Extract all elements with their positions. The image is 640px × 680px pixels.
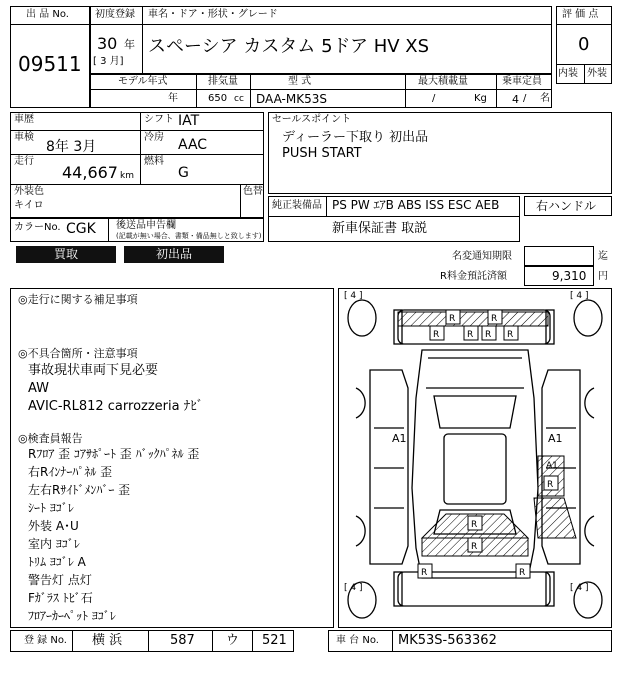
displacement-unit: cc <box>234 94 244 104</box>
tire-label: [ 4 ] <box>344 291 363 301</box>
defect-line: AVIC-RL812 carrozzeria ﾅﾋﾞ <box>28 399 204 414</box>
registration-number: 521 <box>262 633 287 648</box>
damage-mark: R <box>467 330 474 340</box>
damage-mark: A1 <box>392 432 407 445</box>
sales-point-label: セールスポイント <box>272 114 352 125</box>
year-unit: 年 <box>124 38 135 51</box>
inspector-line: Fｶﾞﾗｽ ﾄﾋﾞ石 <box>28 591 93 605</box>
recycle-label: R料金預託済額 <box>440 271 507 282</box>
max-load-label: 最大積載量 <box>418 76 468 87</box>
displacement-value: 650 <box>208 93 228 104</box>
recycle-value: 9,310 <box>552 269 587 283</box>
info-box <box>10 112 264 218</box>
damage-mark: R <box>471 520 478 530</box>
model-title-label: 車名・ドア・形状・グレード <box>148 9 278 20</box>
fuel-value: G <box>178 165 189 181</box>
equipment-value: PS PW ｴｱB ABS ISS ESC AEB <box>332 198 500 212</box>
capacity-value: 4 <box>512 93 519 106</box>
registration-class: 587 <box>170 633 195 648</box>
lot-label: 出 品 No. <box>26 9 69 20</box>
displacement-label: 排気量 <box>208 76 238 87</box>
inspector-line: ｼｰﾄ ﾖｺﾞﾚ <box>28 501 74 515</box>
damage-mark: R <box>433 330 440 340</box>
damage-mark: R <box>547 480 554 490</box>
type-value: DAA-MK53S <box>256 92 327 106</box>
notice-label: 名変通知期限 <box>452 251 512 262</box>
capacity-label: 乗車定員 <box>502 76 542 87</box>
model-year-label: モデル年式 <box>118 76 168 87</box>
inspector-line: 右Rｲﾝﾅｰﾊﾟﾈﾙ 歪 <box>28 465 113 479</box>
inspection-value: 8年 3月 <box>46 139 97 155</box>
notice-unit: 迄 <box>598 251 608 262</box>
sales-point-line1: ディーラー下取り 初出品 <box>282 130 429 145</box>
inspector-line: ﾌﾛｱｰｶｰﾍﾟｯﾄ ﾖｺﾞﾚ <box>28 609 116 623</box>
chassis-label: 車 台 No. <box>336 635 379 646</box>
inspector-line: ﾄﾘﾑ ﾖｺﾞﾚ A <box>28 555 86 569</box>
color-no-label: カラーNo. <box>14 222 61 233</box>
notice-box <box>524 246 594 266</box>
capacity-unit: 名 <box>540 93 550 104</box>
ac-label: 冷房 <box>144 132 164 143</box>
ac-value: AAC <box>178 137 208 153</box>
first-registration-label: 初度登録 <box>95 9 135 20</box>
damage-mark: R <box>519 568 526 578</box>
aftermarket-note: (記載が無い場合、書類・備品無しと致します) <box>116 232 262 240</box>
lot-number: 09511 <box>18 52 82 76</box>
registration-place: 横 浜 <box>92 633 123 648</box>
registration-kana: ウ <box>226 633 240 648</box>
first-listing-tag: 初出品 <box>124 246 224 263</box>
running-heading: ◎走行に関する補足事項 <box>18 293 138 306</box>
interior-label: 内装 <box>558 68 578 79</box>
mileage-label: 走行 <box>14 156 34 167</box>
defect-line: AW <box>28 381 50 396</box>
registration-label: 登 録 No. <box>24 635 67 646</box>
car-damage-diagram <box>338 288 612 628</box>
exterior-color-value: キイロ <box>14 200 44 211</box>
load-slash: / <box>432 93 436 104</box>
model-year-unit: 年 <box>168 93 178 104</box>
car-name: スペーシア カスタム 5ドア HV XS <box>148 36 430 57</box>
score-label: 評 価 点 <box>562 9 599 20</box>
inspector-line: 警告灯 点灯 <box>28 573 92 587</box>
shift-value: IAT <box>178 113 200 129</box>
aftermarket-label: 後送品申告欄 <box>116 220 176 231</box>
handle-value: 右ハンドル <box>536 199 597 213</box>
recycle-unit: 円 <box>598 271 608 282</box>
damage-mark: R <box>485 330 492 340</box>
damage-mark: A1 <box>546 461 558 471</box>
inspector-line: 左右Rｻｲﾄﾞﾒﾝﾊﾞｰ 歪 <box>28 483 131 497</box>
shift-label: シフト <box>144 114 174 125</box>
capacity-slash: / <box>523 93 527 104</box>
color-change-label: 色替 <box>243 186 263 197</box>
chassis-number: MK53S-563362 <box>398 633 497 648</box>
inspector-heading: ◎検査員報告 <box>18 432 83 445</box>
tire-label: [ 4 ] <box>570 291 589 301</box>
damage-mark: A1 <box>548 432 563 445</box>
inspection-label: 車検 <box>14 132 34 143</box>
damage-mark: R <box>449 314 456 324</box>
exterior-label: 外装 <box>587 68 607 79</box>
equipment-label: 純正装備品 <box>272 200 322 211</box>
warranty-value: 新車保証書 取説 <box>332 221 428 236</box>
type-label: 型 式 <box>288 76 312 87</box>
buy-tag: 買取 <box>16 246 116 263</box>
inspector-line: Rﾌﾛｱ 歪 ｺｱｻﾎﾟｰﾄ 歪 ﾊﾞｯｸﾊﾟﾈﾙ 歪 <box>28 447 200 461</box>
damage-mark: R <box>491 314 498 324</box>
history-label: 車歴 <box>14 114 34 125</box>
registration-month: [ 3 月] <box>93 56 124 67</box>
color-no-value: CGK <box>66 221 96 237</box>
inspector-line: 外装 A･U <box>28 519 79 533</box>
mileage-unit: km <box>120 171 134 181</box>
inspector-line: 室内 ﾖｺﾞﾚ <box>28 537 80 551</box>
defect-line: 事故現状車両下見必要 <box>28 363 159 378</box>
defects-heading: ◎不具合箇所・注意事項 <box>18 347 138 360</box>
damage-mark: R <box>421 568 428 578</box>
damage-mark: R <box>471 542 478 552</box>
exterior-color-label: 外装色 <box>14 186 44 197</box>
score-value: 0 <box>578 34 590 55</box>
sales-point-line2: PUSH START <box>282 146 362 161</box>
mileage-value: 44,667 <box>62 163 118 182</box>
load-unit: Kg <box>474 93 487 104</box>
fuel-label: 燃料 <box>144 156 164 167</box>
registration-year: 30 <box>97 34 118 53</box>
tire-label: [ 4 ] <box>344 583 363 593</box>
damage-mark: R <box>507 330 514 340</box>
tire-label: [ 4 ] <box>570 583 589 593</box>
